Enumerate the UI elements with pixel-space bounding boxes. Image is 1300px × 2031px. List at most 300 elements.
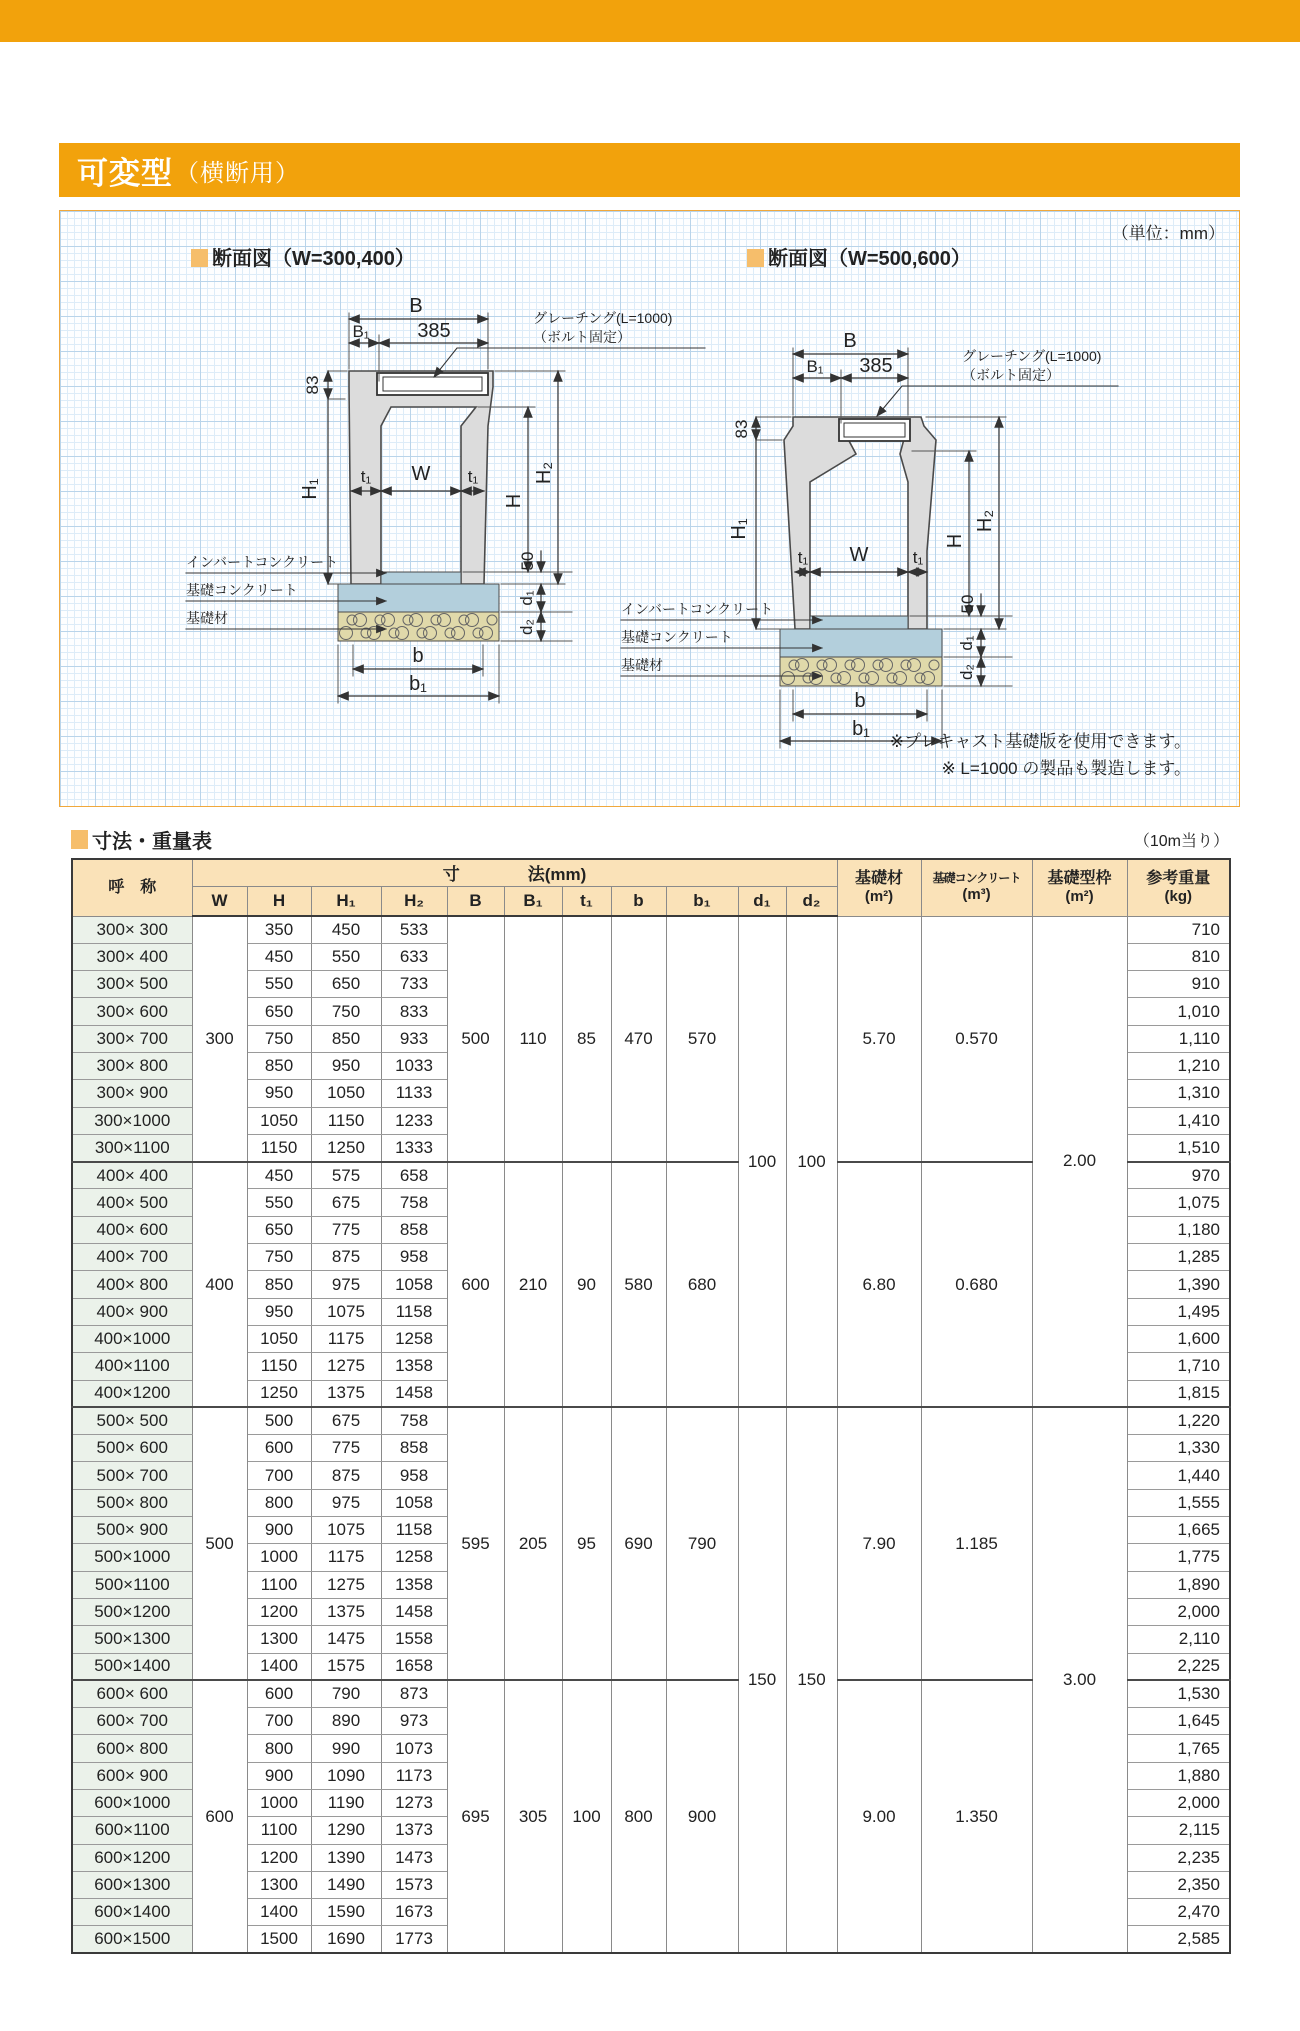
page-title-suffix: （横断用） [175,159,300,187]
value-cell: 305 [504,1680,562,1953]
value-cell: 973 [381,1708,447,1735]
header-base-material: 基礎材 (m²) [837,859,921,916]
dimension-weight-table [71,858,1231,1954]
value-cell: 1175 [311,1544,381,1571]
grating-callout-line1: グレーチング(L=1000) [962,348,1102,364]
d1-cell: 100 [738,916,786,1407]
dim-label-b1: b₁ [409,673,427,695]
size-name-cell: 600× 800 [72,1735,192,1762]
weight-cell: 710 [1127,916,1230,943]
grating-callout-line2: （ボルト固定） [962,367,1060,383]
value-cell: 1473 [381,1844,447,1871]
value-cell: 1273 [381,1790,447,1817]
weight-cell: 1,310 [1127,1080,1230,1107]
value-cell: 975 [311,1271,381,1298]
weight-cell: 1,075 [1127,1189,1230,1216]
dim-label-B1: B₁ [352,322,370,341]
value-cell: 850 [247,1052,311,1079]
header-H1: H₁ [311,886,381,916]
d2-cell: 150 [786,1407,837,1953]
frame-cell: 2.00 [1032,916,1127,1407]
value-cell: 575 [311,1162,381,1189]
header-base-concrete: 基礎コンクリート (m³) [921,859,1032,916]
value-cell: 500 [447,916,504,1162]
base-concrete-layer [780,629,942,657]
grating-callout-line2: （ボルト固定） [533,329,631,345]
weight-cell: 1,530 [1127,1680,1230,1707]
value-cell: 550 [247,1189,311,1216]
w-cell: 600 [192,1680,247,1953]
value-cell: 450 [311,916,381,943]
concrete-channel-shape [784,417,936,629]
dim-label-H: H [944,533,966,549]
size-name-cell: 500×1000 [72,1544,192,1571]
size-name-cell: 300× 700 [72,1025,192,1052]
value-cell: 500 [247,1407,311,1434]
value-cell: 1773 [381,1926,447,1953]
invert-concrete-label: インバートコンクリート [621,601,774,617]
value-cell: 758 [381,1189,447,1216]
value-cell: 1090 [311,1762,381,1789]
dim-label-H2: H₂ [533,461,555,485]
weight-cell: 2,000 [1127,1790,1230,1817]
page-title-bar [59,143,1240,197]
top-orange-band [0,0,1300,42]
size-name-cell: 500×1300 [72,1626,192,1653]
per-10m-note: （10m当り） [1133,832,1229,850]
size-name-cell: 500× 600 [72,1435,192,1462]
value-cell: 1490 [311,1871,381,1898]
size-name-cell: 300× 800 [72,1052,192,1079]
size-name-cell: 400× 900 [72,1298,192,1325]
value-cell: 1375 [311,1380,381,1407]
size-name-cell: 500× 700 [72,1462,192,1489]
header-B: B [447,886,504,916]
value-cell: 950 [247,1298,311,1325]
weight-cell: 1,440 [1127,1462,1230,1489]
value-cell: 1100 [247,1817,311,1844]
header-b: b [611,886,666,916]
size-name-cell: 300×1100 [72,1134,192,1161]
w-cell: 400 [192,1162,247,1408]
header-ref-weight: 参考重量 (kg) [1127,859,1230,916]
weight-cell: 1,180 [1127,1216,1230,1243]
base-concrete-layer [338,584,499,612]
value-cell: 658 [381,1162,447,1189]
value-cell: 1400 [247,1653,311,1680]
value-cell: 550 [247,971,311,998]
dim-label-d1: d₁ [517,590,536,606]
value-cell: 700 [247,1708,311,1735]
weight-cell: 1,110 [1127,1025,1230,1052]
weight-cell: 1,390 [1127,1271,1230,1298]
value-cell: 7.90 [837,1407,921,1680]
header-b1: b₁ [666,886,738,916]
value-cell: 933 [381,1025,447,1052]
value-cell: 833 [381,998,447,1025]
w-cell: 500 [192,1407,247,1680]
value-cell: 733 [381,971,447,998]
value-cell: 1075 [311,1517,381,1544]
value-cell: 800 [247,1735,311,1762]
weight-cell: 2,350 [1127,1871,1230,1898]
size-name-cell: 400× 400 [72,1162,192,1189]
value-cell: 1458 [381,1598,447,1625]
weight-cell: 2,225 [1127,1653,1230,1680]
size-name-cell: 300× 400 [72,943,192,970]
value-cell: 873 [381,1680,447,1707]
size-name-cell: 300× 300 [72,916,192,943]
dim-label-d2: d₂ [517,618,536,636]
value-cell: 1173 [381,1762,447,1789]
value-cell: 450 [247,1162,311,1189]
weight-cell: 1,330 [1127,1435,1230,1462]
value-cell: 570 [666,916,738,1162]
cross-section-diagram-panel [59,210,1240,807]
dim-label-W: W [411,463,431,485]
weight-cell: 1,880 [1127,1762,1230,1789]
value-cell: 1300 [247,1871,311,1898]
weight-cell: 2,110 [1127,1626,1230,1653]
value-cell: 1400 [247,1899,311,1926]
value-cell: 680 [666,1162,738,1408]
weight-cell: 1,645 [1127,1708,1230,1735]
invert-concrete-label: インバートコンクリート [186,554,339,570]
value-cell: 900 [247,1762,311,1789]
value-cell: 600 [247,1435,311,1462]
weight-cell: 1,285 [1127,1244,1230,1271]
value-cell: 1073 [381,1735,447,1762]
value-cell: 1050 [247,1107,311,1134]
value-cell: 1250 [311,1134,381,1161]
dim-label-t1: t₁ [797,548,809,567]
value-cell: 1000 [247,1544,311,1571]
size-name-cell: 600×1500 [72,1926,192,1953]
value-cell: 790 [666,1407,738,1680]
size-name-cell: 500× 800 [72,1489,192,1516]
weight-cell: 810 [1127,943,1230,970]
value-cell: 595 [447,1407,504,1680]
size-name-cell: 400× 700 [72,1244,192,1271]
size-name-cell: 400×1000 [72,1325,192,1352]
size-name-cell: 300× 600 [72,998,192,1025]
weight-cell: 970 [1127,1162,1230,1189]
size-name-cell: 500× 500 [72,1407,192,1434]
weight-cell: 1,220 [1127,1407,1230,1434]
value-cell: 1.185 [921,1407,1032,1680]
value-cell: 0.570 [921,916,1032,1162]
weight-cell: 2,115 [1127,1817,1230,1844]
size-name-cell: 400× 600 [72,1216,192,1243]
dim-label-83: 83 [303,375,322,395]
value-cell: 205 [504,1407,562,1680]
table-bullet-icon [71,830,88,849]
base-material-label: 基礎材 [186,610,228,626]
header-W: W [192,886,247,916]
value-cell: 5.70 [837,916,921,1162]
value-cell: 1290 [311,1817,381,1844]
value-cell: 1300 [247,1626,311,1653]
value-cell: 850 [247,1271,311,1298]
value-cell: 850 [311,1025,381,1052]
dim-label-H: H [503,493,525,509]
value-cell: 1458 [381,1380,447,1407]
header-d1: d₁ [738,886,786,916]
value-cell: 1500 [247,1926,311,1953]
dim-label-B: B [409,295,423,317]
dim-label-d1: d₁ [957,635,976,651]
value-cell: 695 [447,1680,504,1953]
weight-cell: 2,235 [1127,1844,1230,1871]
value-cell: 1333 [381,1134,447,1161]
value-cell: 650 [311,971,381,998]
header-H: H [247,886,311,916]
header-base-form: 基礎型枠 (m²) [1032,859,1127,916]
value-cell: 210 [504,1162,562,1408]
size-name-cell: 300× 500 [72,971,192,998]
section-bullet-icon [191,249,208,267]
note-l1000: ※ L=1000 の製品も製造します。 [941,759,1191,778]
size-name-cell: 600×1100 [72,1817,192,1844]
size-name-cell: 300×1000 [72,1107,192,1134]
value-cell: 600 [447,1162,504,1408]
weight-cell: 1,815 [1127,1380,1230,1407]
value-cell: 1050 [311,1080,381,1107]
header-dimensions-group: 寸 法(mm) [192,859,837,886]
value-cell: 1190 [311,1790,381,1817]
value-cell: 950 [311,1052,381,1079]
value-cell: 690 [611,1407,666,1680]
value-cell: 6.80 [837,1162,921,1408]
dim-label-385: 385 [417,320,451,342]
header-H2: H₂ [381,886,447,916]
value-cell: 9.00 [837,1680,921,1953]
dim-label-50: 50 [518,551,537,571]
weight-cell: 1,010 [1127,998,1230,1025]
size-name-cell: 400×1100 [72,1353,192,1380]
dim-label-H1: H₁ [299,478,321,500]
base-material-label: 基礎材 [621,657,663,673]
value-cell: 950 [247,1080,311,1107]
size-name-cell: 400×1200 [72,1380,192,1407]
value-cell: 1475 [311,1626,381,1653]
value-cell: 633 [381,943,447,970]
dim-label-b: b [412,645,424,667]
value-cell: 800 [611,1680,666,1953]
dim-label-H2: H₂ [974,509,996,533]
dim-label-t1: t₁ [912,548,924,567]
note-precast: ※プレキャスト基礎版を使用できます。 [889,732,1191,751]
value-cell: 958 [381,1244,447,1271]
value-cell: 800 [247,1489,311,1516]
value-cell: 1673 [381,1899,447,1926]
invert-concrete-layer [381,572,461,584]
value-cell: 1100 [247,1571,311,1598]
value-cell: 775 [311,1216,381,1243]
weight-cell: 2,470 [1127,1899,1230,1926]
value-cell: 1573 [381,1871,447,1898]
dim-label-W: W [849,544,869,566]
value-cell: 1200 [247,1844,311,1871]
table-row [72,1407,1230,1434]
value-cell: 533 [381,916,447,943]
dim-label-H1: H₁ [728,518,750,540]
value-cell: 1275 [311,1571,381,1598]
value-cell: 600 [247,1680,311,1707]
header-name: 呼 称 [72,859,192,916]
left-diagram-title: 断面図（W=300,400） [212,248,415,270]
table-title-row [71,824,1229,854]
value-cell: 758 [381,1407,447,1434]
value-cell: 750 [311,998,381,1025]
d2-cell: 100 [786,916,837,1407]
value-cell: 900 [247,1517,311,1544]
value-cell: 700 [247,1462,311,1489]
invert-concrete-layer [810,616,908,629]
size-name-cell: 600×1400 [72,1899,192,1926]
value-cell: 1373 [381,1817,447,1844]
value-cell: 1150 [247,1134,311,1161]
dim-label-t1: t₁ [467,467,479,486]
size-name-cell: 600×1300 [72,1871,192,1898]
value-cell: 1150 [247,1353,311,1380]
weight-cell: 1,410 [1127,1107,1230,1134]
value-cell: 1250 [247,1380,311,1407]
grating [377,373,488,395]
value-cell: 1275 [311,1353,381,1380]
value-cell: 1033 [381,1052,447,1079]
size-name-cell: 500×1400 [72,1653,192,1680]
size-name-cell: 400× 800 [72,1271,192,1298]
value-cell: 1158 [381,1517,447,1544]
value-cell: 1258 [381,1325,447,1352]
dim-label-385: 385 [859,355,893,377]
page-title: 可変型 [77,155,173,191]
size-name-cell: 600× 700 [72,1708,192,1735]
value-cell: 1233 [381,1107,447,1134]
value-cell: 85 [562,916,611,1162]
dim-label-83: 83 [732,419,751,439]
value-cell: 110 [504,916,562,1162]
value-cell: 350 [247,916,311,943]
value-cell: 1575 [311,1653,381,1680]
value-cell: 875 [311,1462,381,1489]
section-bullet-icon [747,249,764,267]
header-t1: t₁ [562,886,611,916]
value-cell: 1050 [247,1325,311,1352]
weight-cell: 1,495 [1127,1298,1230,1325]
value-cell: 1590 [311,1899,381,1926]
value-cell: 650 [247,1216,311,1243]
dim-label-b1: b₁ [852,718,870,740]
value-cell: 990 [311,1735,381,1762]
value-cell: 675 [311,1407,381,1434]
size-name-cell: 600×1200 [72,1844,192,1871]
weight-cell: 1,600 [1127,1325,1230,1352]
weight-cell: 910 [1127,971,1230,998]
right-section-drawing [621,246,1118,748]
value-cell: 1390 [311,1844,381,1871]
weight-cell: 1,890 [1127,1571,1230,1598]
value-cell: 975 [311,1489,381,1516]
weight-cell: 1,765 [1127,1735,1230,1762]
value-cell: 875 [311,1244,381,1271]
weight-cell: 1,665 [1127,1517,1230,1544]
value-cell: 470 [611,916,666,1162]
value-cell: 100 [562,1680,611,1953]
size-name-cell: 500×1100 [72,1571,192,1598]
unit-note: （単位：mm） [1111,224,1225,243]
value-cell: 775 [311,1435,381,1462]
size-name-cell: 600× 900 [72,1762,192,1789]
frame-cell: 3.00 [1032,1407,1127,1953]
value-cell: 1150 [311,1107,381,1134]
value-cell: 1258 [381,1544,447,1571]
weight-cell: 2,000 [1127,1598,1230,1625]
weight-cell: 2,585 [1127,1926,1230,1953]
weight-cell: 1,555 [1127,1489,1230,1516]
value-cell: 90 [562,1162,611,1408]
value-cell: 1058 [381,1489,447,1516]
size-name-cell: 400× 500 [72,1189,192,1216]
size-name-cell: 600× 600 [72,1680,192,1707]
value-cell: 675 [311,1189,381,1216]
value-cell: 1075 [311,1298,381,1325]
dim-label-b: b [854,690,866,712]
size-name-cell: 300× 900 [72,1080,192,1107]
dim-label-B: B [843,330,857,352]
base-concrete-label: 基礎コンクリート [186,582,298,598]
value-cell: 1000 [247,1790,311,1817]
value-cell: 750 [247,1025,311,1052]
value-cell: 1358 [381,1353,447,1380]
value-cell: 580 [611,1162,666,1408]
header-B1: B₁ [504,886,562,916]
right-diagram-title: 断面図（W=500,600） [768,248,971,270]
dim-label-t1: t₁ [360,467,372,486]
value-cell: 890 [311,1708,381,1735]
value-cell: 450 [247,943,311,970]
value-cell: 858 [381,1435,447,1462]
weight-cell: 1,710 [1127,1353,1230,1380]
header-d2: d₂ [786,886,837,916]
value-cell: 650 [247,998,311,1025]
grating [839,419,910,441]
table-row [72,916,1230,943]
value-cell: 900 [666,1680,738,1953]
value-cell: 550 [311,943,381,970]
value-cell: 0.680 [921,1162,1032,1408]
value-cell: 1358 [381,1571,447,1598]
value-cell: 1375 [311,1598,381,1625]
base-concrete-label: 基礎コンクリート [621,629,733,645]
value-cell: 95 [562,1407,611,1680]
value-cell: 790 [311,1680,381,1707]
value-cell: 1.350 [921,1680,1032,1953]
weight-cell: 1,210 [1127,1052,1230,1079]
d1-cell: 150 [738,1407,786,1953]
value-cell: 1175 [311,1325,381,1352]
value-cell: 750 [247,1244,311,1271]
size-name-cell: 600×1000 [72,1790,192,1817]
weight-cell: 1,510 [1127,1134,1230,1161]
value-cell: 958 [381,1462,447,1489]
value-cell: 1690 [311,1926,381,1953]
w-cell: 300 [192,916,247,1162]
value-cell: 1058 [381,1271,447,1298]
dim-label-B1: B₁ [806,357,824,376]
grating-callout-line1: グレーチング(L=1000) [533,310,673,326]
